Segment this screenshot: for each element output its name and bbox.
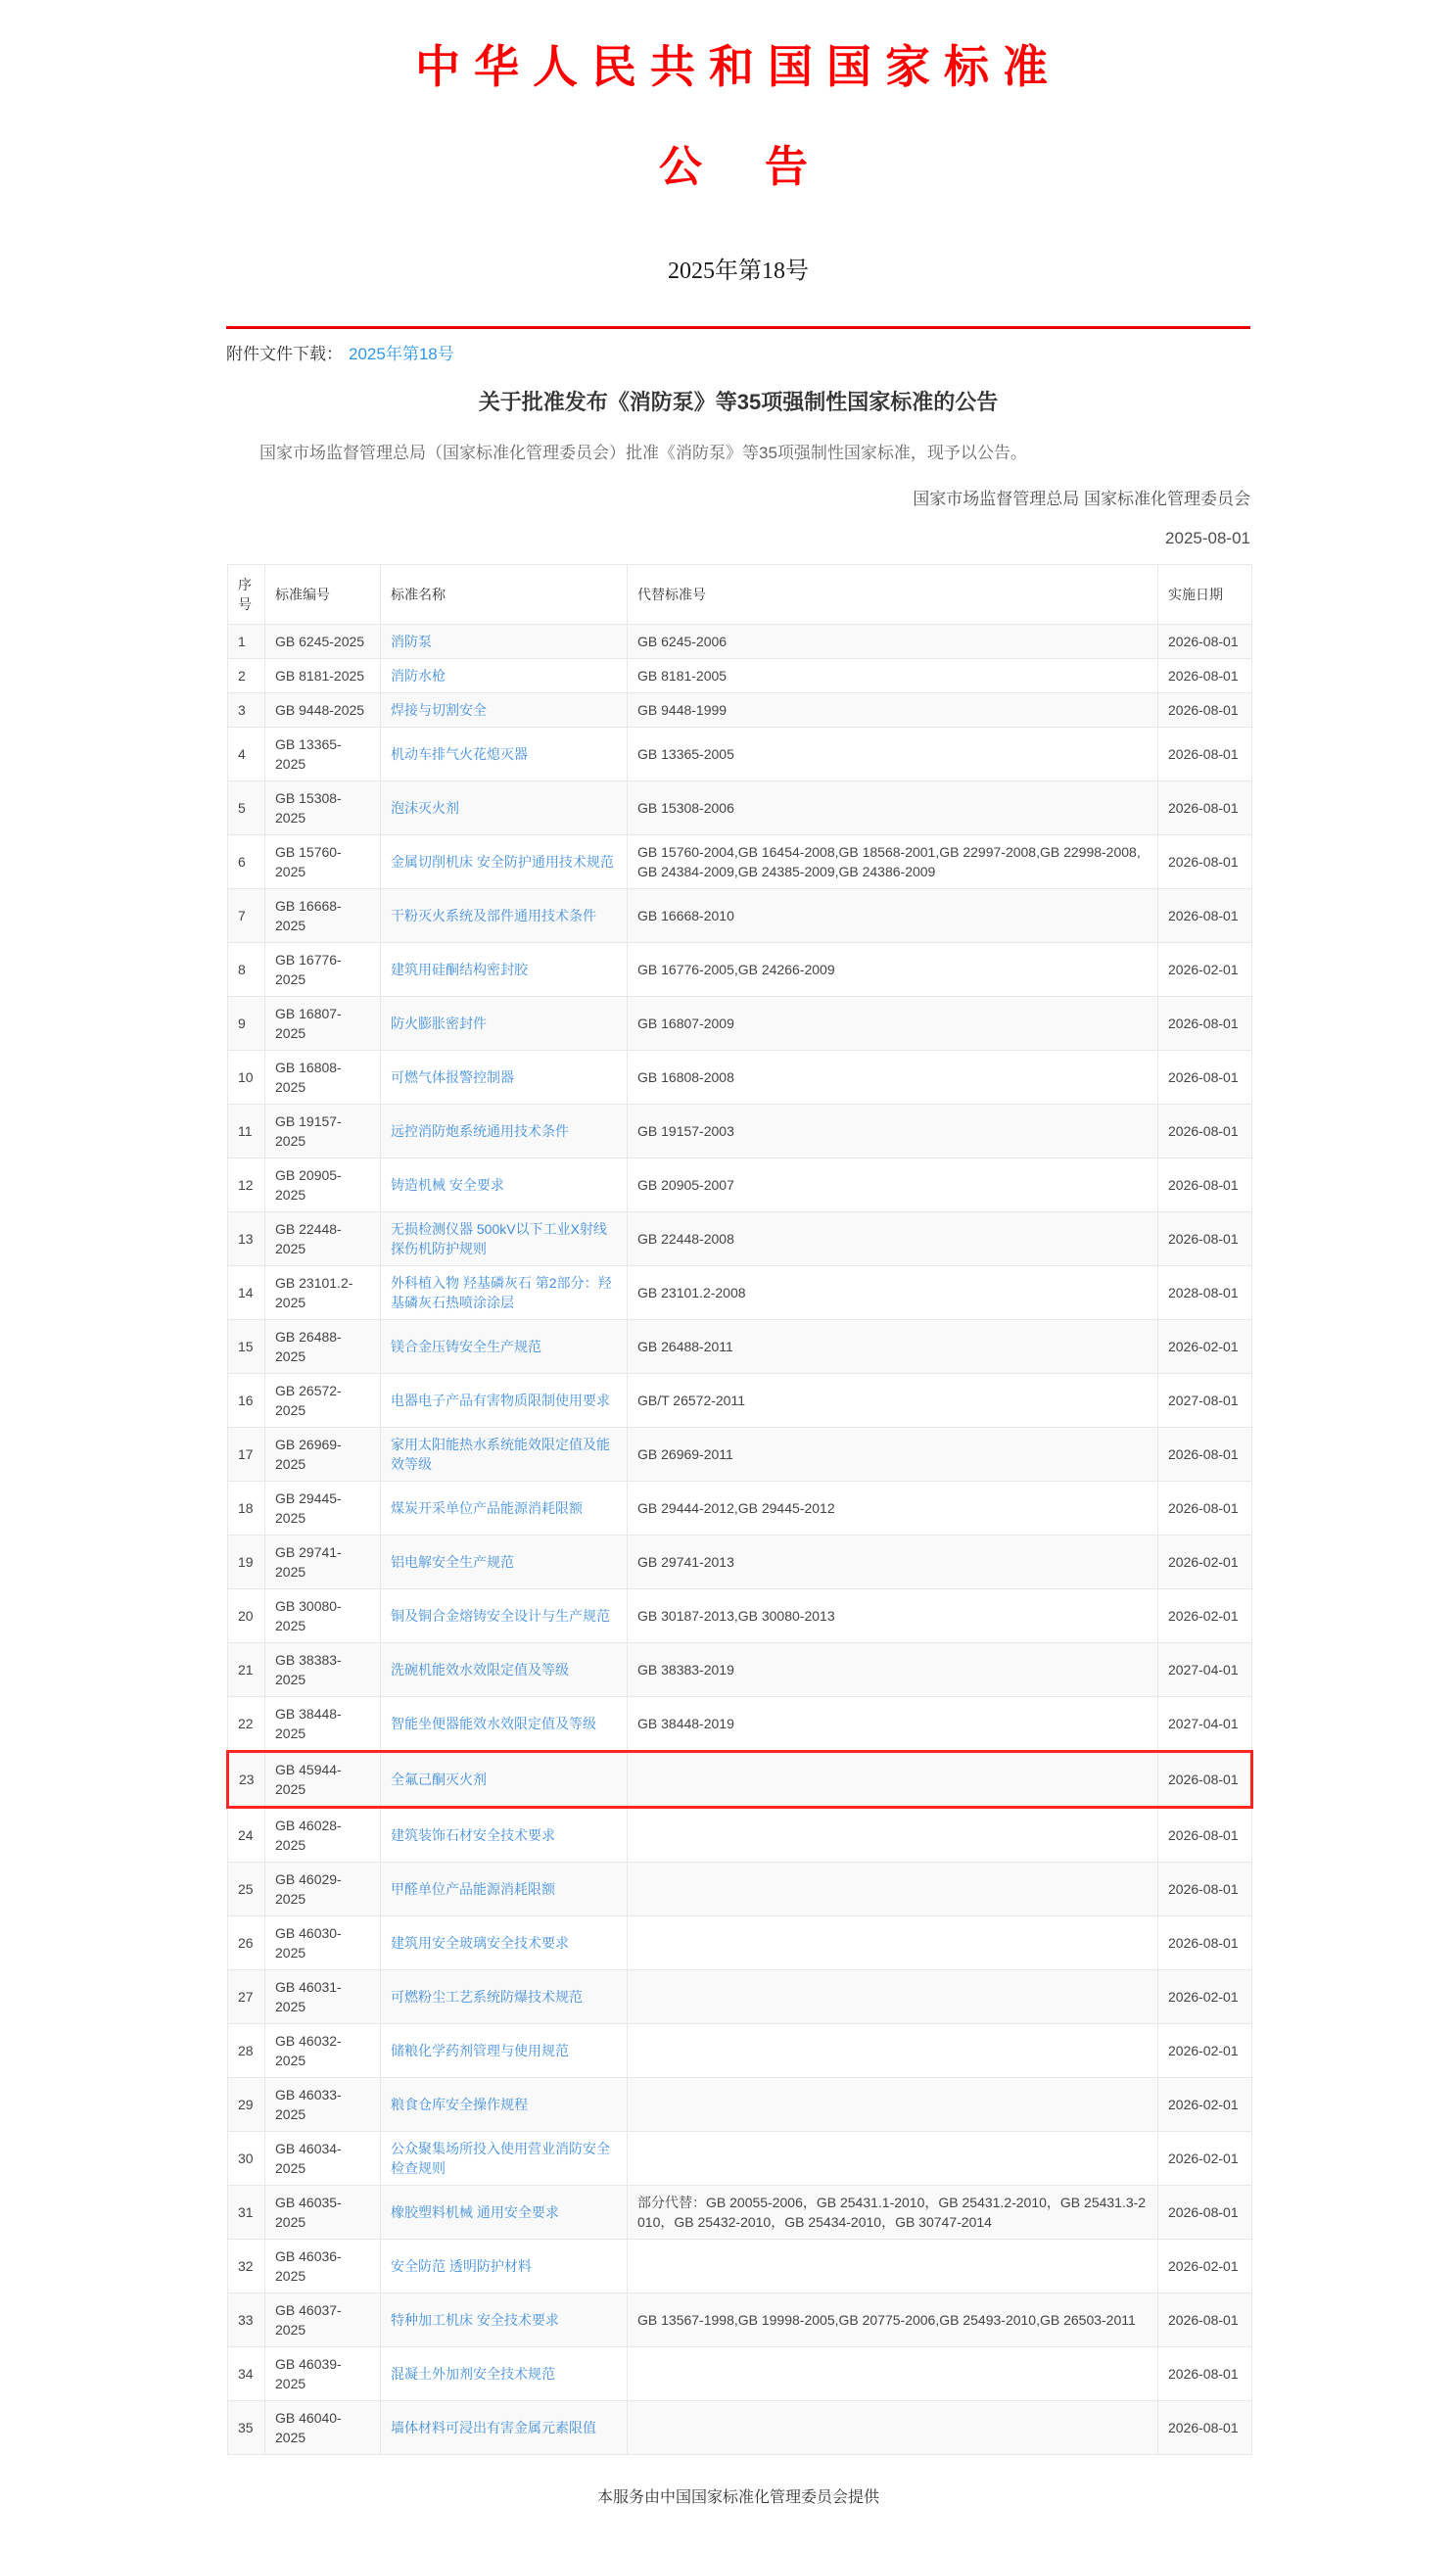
implementation-date: 2028-08-01 — [1158, 1266, 1252, 1320]
header-code: 标准编号 — [265, 565, 381, 625]
row-number: 11 — [228, 1105, 265, 1158]
standard-name-cell — [381, 625, 628, 659]
implementation-date: 2027-04-01 — [1158, 1697, 1252, 1752]
table-row — [228, 1105, 1252, 1158]
table-row — [228, 2132, 1252, 2186]
row-number: 28 — [228, 2024, 265, 2078]
standard-name-cell — [381, 1374, 628, 1428]
implementation-date: 2026-08-01 — [1158, 1158, 1252, 1212]
standard-code: GB 13365-2025 — [265, 728, 381, 781]
row-number: 8 — [228, 943, 265, 997]
table-row — [228, 1374, 1252, 1428]
table-row — [228, 2293, 1252, 2347]
table-row — [228, 1212, 1252, 1266]
row-number: 3 — [228, 693, 265, 728]
standard-code: GB 46030-2025 — [265, 1916, 381, 1970]
standard-name-link[interactable]: 全氟己酮灭火剂 — [391, 1772, 487, 1788]
standard-name-link[interactable]: 建筑装饰石材安全技术要求 — [391, 1827, 555, 1844]
standard-name-cell — [381, 1482, 628, 1536]
replaced-standards — [628, 1916, 1158, 1970]
standard-name-cell — [381, 659, 628, 693]
implementation-date: 2026-08-01 — [1158, 625, 1252, 659]
standard-name-cell — [381, 997, 628, 1051]
standard-name-link[interactable]: 洗碗机能效水效限定值及等级 — [391, 1662, 569, 1678]
table-row — [228, 1752, 1252, 1808]
standard-name-cell — [381, 1428, 628, 1482]
attachment-row — [226, 340, 1250, 364]
replaced-standards — [628, 2401, 1158, 2455]
implementation-date: 2026-08-01 — [1158, 997, 1252, 1051]
row-number: 25 — [228, 1863, 265, 1916]
row-number: 31 — [228, 2186, 265, 2240]
standard-name-cell — [381, 2078, 628, 2132]
row-number: 24 — [228, 1808, 265, 1863]
standard-name-cell — [381, 1266, 628, 1320]
implementation-date: 2026-08-01 — [1158, 2293, 1252, 2347]
table-row — [228, 2347, 1252, 2401]
standard-name-cell — [381, 2186, 628, 2240]
implementation-date: 2027-04-01 — [1158, 1643, 1252, 1697]
row-number: 17 — [228, 1428, 265, 1482]
standard-code: GB 29445-2025 — [265, 1482, 381, 1536]
standard-code: GB 16668-2025 — [265, 889, 381, 943]
row-number: 21 — [228, 1643, 265, 1697]
replaced-standards: GB 16808-2008 — [628, 1051, 1158, 1105]
standard-code: GB 46035-2025 — [265, 2186, 381, 2240]
table-row — [228, 1428, 1252, 1482]
standard-name-cell — [381, 1320, 628, 1374]
table-row — [228, 1589, 1252, 1643]
table-row — [228, 2186, 1252, 2240]
standard-name-cell — [381, 1105, 628, 1158]
row-number: 23 — [228, 1752, 265, 1808]
implementation-date: 2026-02-01 — [1158, 2132, 1252, 2186]
implementation-date: 2026-02-01 — [1158, 1970, 1252, 2024]
red-divider — [226, 326, 1250, 329]
replaced-standards — [628, 2078, 1158, 2132]
table-row — [228, 1266, 1252, 1320]
table-row — [228, 781, 1252, 835]
standard-code: GB 38383-2025 — [265, 1643, 381, 1697]
standard-name-link[interactable]: 混凝土外加剂安全技术规范 — [391, 2366, 555, 2383]
implementation-date: 2026-02-01 — [1158, 2024, 1252, 2078]
replaced-standards: 部分代替：GB 20055-2006，GB 25431.1-2010，GB 25431.2-2010，GB 25431.3-2010，GB 25432-2010，GB 25434-2010，GB 30747-2014 — [628, 2186, 1158, 2240]
standard-name-link[interactable]: 消防水枪 — [391, 668, 446, 685]
attachment-label: 附件文件下载： — [226, 345, 343, 363]
standard-code: GB 46036-2025 — [265, 2240, 381, 2293]
issuer-signature: 国家市场监督管理总局 国家标准化管理委员会 — [913, 490, 1250, 509]
header-date: 实施日期 — [1158, 565, 1252, 625]
standard-name-cell — [381, 889, 628, 943]
implementation-date: 2026-08-01 — [1158, 659, 1252, 693]
standard-name-link[interactable]: 建筑用硅酮结构密封胶 — [391, 962, 528, 978]
standard-name-cell — [381, 1212, 628, 1266]
standard-code: GB 19157-2025 — [265, 1105, 381, 1158]
page-content — [226, 0, 1250, 2507]
row-number: 6 — [228, 835, 265, 889]
standard-name-link[interactable]: 铝电解安全生产规范 — [391, 1554, 514, 1571]
standard-name-link[interactable]: 远控消防炮系统通用技术条件 — [391, 1123, 569, 1140]
table-row — [228, 1863, 1252, 1916]
standard-name-link[interactable]: 干粉灭火系统及部件通用技术条件 — [391, 908, 596, 924]
standard-name-cell — [381, 1752, 628, 1808]
standard-name-cell — [381, 728, 628, 781]
row-number: 1 — [228, 625, 265, 659]
standard-name-link[interactable]: 电器电子产品有害物质限制使用要求 — [391, 1393, 610, 1409]
standard-name-link[interactable]: 铸造机械 安全要求 — [391, 1177, 504, 1194]
standard-name-link[interactable]: 泡沫灭火剂 — [391, 800, 459, 817]
standard-name-link[interactable]: 甲醛单位产品能源消耗限额 — [391, 1881, 555, 1898]
standard-name-cell — [381, 1863, 628, 1916]
replaced-standards: GB 15760-2004,GB 16454-2008,GB 18568-2001,GB 22997-2008,GB 22998-2008,GB 24384-2009,GB 24385-2009,GB 24386-2009 — [628, 835, 1158, 889]
replaced-standards: GB 16776-2005,GB 24266-2009 — [628, 943, 1158, 997]
table-row — [228, 693, 1252, 728]
table-row — [228, 1158, 1252, 1212]
row-number: 15 — [228, 1320, 265, 1374]
header-name: 标准名称 — [381, 565, 628, 625]
standard-code: GB 20905-2025 — [265, 1158, 381, 1212]
standard-code: GB 29741-2025 — [265, 1536, 381, 1589]
standard-name-cell — [381, 1916, 628, 1970]
replaced-standards — [628, 1863, 1158, 1916]
standard-code: GB 9448-2025 — [265, 693, 381, 728]
notice-title: 关于批准发布《消防泵》等35项强制性国家标准的公告 — [478, 390, 999, 414]
replaced-standards — [628, 1752, 1158, 1808]
implementation-date: 2026-08-01 — [1158, 1428, 1252, 1482]
row-number: 27 — [228, 1970, 265, 2024]
standard-name-link[interactable]: 安全防范 透明防护材料 — [391, 2258, 532, 2275]
standard-code: GB 30080-2025 — [265, 1589, 381, 1643]
table-row — [228, 835, 1252, 889]
standard-name-cell — [381, 2132, 628, 2186]
row-number: 5 — [228, 781, 265, 835]
implementation-date: 2026-08-01 — [1158, 728, 1252, 781]
row-number: 16 — [228, 1374, 265, 1428]
table-row — [228, 943, 1252, 997]
standard-name-link[interactable]: 金属切削机床 安全防护通用技术规范 — [391, 854, 614, 871]
row-number: 33 — [228, 2293, 265, 2347]
implementation-date: 2026-02-01 — [1158, 1589, 1252, 1643]
standard-name-cell — [381, 1158, 628, 1212]
service-footer: 本服务由中国国家标准化管理委员会提供 — [596, 2489, 879, 2507]
standard-code: GB 26969-2025 — [265, 1428, 381, 1482]
replaced-standards: GB 23101.2-2008 — [628, 1266, 1158, 1320]
standard-code: GB 16808-2025 — [265, 1051, 381, 1105]
table-row — [228, 1051, 1252, 1105]
implementation-date: 2026-08-01 — [1158, 1863, 1252, 1916]
attachment-download-link[interactable]: 2025年第18号 — [349, 345, 454, 363]
table-row — [228, 1482, 1252, 1536]
row-number: 9 — [228, 997, 265, 1051]
standard-code: GB 45944-2025 — [265, 1752, 381, 1808]
standard-name-link[interactable]: 储粮化学药剂管理与使用规范 — [391, 2043, 569, 2059]
row-number: 2 — [228, 659, 265, 693]
replaced-standards: GB 20905-2007 — [628, 1158, 1158, 1212]
replaced-standards: GB 6245-2006 — [628, 625, 1158, 659]
standard-name-cell — [381, 2293, 628, 2347]
standard-name-link[interactable]: 焊接与切割安全 — [391, 702, 487, 719]
table-row — [228, 2401, 1252, 2455]
implementation-date: 2026-08-01 — [1158, 1916, 1252, 1970]
implementation-date: 2026-08-01 — [1158, 1482, 1252, 1536]
row-number: 29 — [228, 2078, 265, 2132]
row-number: 35 — [228, 2401, 265, 2455]
standard-name-link[interactable]: 可燃粉尘工艺系统防爆技术规范 — [391, 1989, 583, 2006]
implementation-date: 2026-08-01 — [1158, 889, 1252, 943]
standard-code: GB 46037-2025 — [265, 2293, 381, 2347]
row-number: 34 — [228, 2347, 265, 2401]
standard-code: GB 46040-2025 — [265, 2401, 381, 2455]
standard-name-cell — [381, 2024, 628, 2078]
standard-code: GB 23101.2-2025 — [265, 1266, 381, 1320]
standard-code: GB 15760-2025 — [265, 835, 381, 889]
replaced-standards: GB 15308-2006 — [628, 781, 1158, 835]
standard-name-link[interactable]: 墙体材料可浸出有害金属元素限值 — [391, 2420, 596, 2436]
implementation-date: 2026-02-01 — [1158, 1320, 1252, 1374]
replaced-standards: GB 26969-2011 — [628, 1428, 1158, 1482]
page-title: 中华人民共和国国家标准 — [415, 42, 1061, 92]
standard-name-link[interactable]: 铜及铜合金熔铸安全设计与生产规范 — [391, 1608, 610, 1625]
row-number: 32 — [228, 2240, 265, 2293]
table-row — [228, 1970, 1252, 2024]
replaced-standards: GB 38383-2019 — [628, 1643, 1158, 1697]
standard-name-link[interactable]: 防火膨胀密封件 — [391, 1016, 487, 1032]
table-row — [228, 1536, 1252, 1589]
implementation-date: 2026-08-01 — [1158, 1212, 1252, 1266]
standard-name-link[interactable]: 智能坐便器能效水效限定值及等级 — [391, 1716, 596, 1732]
table-row — [228, 1808, 1252, 1863]
row-number: 14 — [228, 1266, 265, 1320]
row-number: 20 — [228, 1589, 265, 1643]
standard-name-cell — [381, 1970, 628, 2024]
implementation-date: 2026-08-01 — [1158, 2401, 1252, 2455]
standard-name-link[interactable]: 公众聚集场所投入使用营业消防安全检查规则 — [391, 2141, 610, 2177]
row-number: 26 — [228, 1916, 265, 1970]
table-row — [228, 2024, 1252, 2078]
standard-name-cell — [381, 693, 628, 728]
implementation-date: 2026-08-01 — [1158, 693, 1252, 728]
standard-name-link[interactable]: 可燃气体报警控制器 — [391, 1069, 514, 1086]
standard-code: GB 6245-2025 — [265, 625, 381, 659]
row-number: 19 — [228, 1536, 265, 1589]
standard-name-link[interactable]: 建筑用安全玻璃安全技术要求 — [391, 1935, 569, 1952]
standard-code: GB 46031-2025 — [265, 1970, 381, 2024]
implementation-date: 2026-08-01 — [1158, 1051, 1252, 1105]
replaced-standards: GB/T 26572-2011 — [628, 1374, 1158, 1428]
replaced-standards: GB 29444-2012,GB 29445-2012 — [628, 1482, 1158, 1536]
replaced-standards: GB 19157-2003 — [628, 1105, 1158, 1158]
standard-name-cell — [381, 1589, 628, 1643]
table-row — [228, 659, 1252, 693]
standard-code: GB 26488-2025 — [265, 1320, 381, 1374]
standard-name-link[interactable]: 家用太阳能热水系统能效限定值及能效等级 — [391, 1437, 610, 1473]
replaced-standards: GB 13365-2005 — [628, 728, 1158, 781]
row-number: 30 — [228, 2132, 265, 2186]
table-row — [228, 728, 1252, 781]
replaced-standards: GB 8181-2005 — [628, 659, 1158, 693]
standard-code: GB 46028-2025 — [265, 1808, 381, 1863]
standard-name-link[interactable]: 煤炭开采单位产品能源消耗限额 — [391, 1500, 583, 1517]
table-row — [228, 2240, 1252, 2293]
replaced-standards — [628, 2132, 1158, 2186]
implementation-date: 2026-02-01 — [1158, 2078, 1252, 2132]
replaced-standards — [628, 2347, 1158, 2401]
standard-code: GB 46029-2025 — [265, 1863, 381, 1916]
standard-code: GB 46033-2025 — [265, 2078, 381, 2132]
implementation-date: 2026-08-01 — [1158, 1752, 1252, 1808]
table-row — [228, 889, 1252, 943]
replaced-standards — [628, 2024, 1158, 2078]
standard-name-link[interactable]: 粮食仓库安全操作规程 — [391, 2097, 528, 2113]
issue-number: 2025年第18号 — [668, 259, 809, 284]
replaced-standards — [628, 2240, 1158, 2293]
replaced-standards: GB 38448-2019 — [628, 1697, 1158, 1752]
row-number: 4 — [228, 728, 265, 781]
header-replaces: 代替标准号 — [628, 565, 1158, 625]
implementation-date: 2026-02-01 — [1158, 943, 1252, 997]
implementation-date: 2026-02-01 — [1158, 1536, 1252, 1589]
table-row — [228, 997, 1252, 1051]
standard-code: GB 46039-2025 — [265, 2347, 381, 2401]
standard-name-link[interactable]: 消防泵 — [391, 634, 432, 650]
standard-name-cell — [381, 1643, 628, 1697]
row-number: 18 — [228, 1482, 265, 1536]
standard-name-link[interactable]: 无损检测仪器 500kV以下工业X射线探伤机防护规则 — [391, 1221, 607, 1257]
table-row — [228, 625, 1252, 659]
standard-code: GB 26572-2025 — [265, 1374, 381, 1428]
standard-name-cell — [381, 1697, 628, 1752]
header-seq: 序号 — [228, 565, 265, 625]
standard-name-cell — [381, 1051, 628, 1105]
row-number: 12 — [228, 1158, 265, 1212]
replaced-standards — [628, 1808, 1158, 1863]
standard-name-cell — [381, 2240, 628, 2293]
implementation-date: 2026-08-01 — [1158, 835, 1252, 889]
standard-name-link[interactable]: 镁合金压铸安全生产规范 — [391, 1339, 541, 1355]
row-number: 13 — [228, 1212, 265, 1266]
table-row — [228, 1697, 1252, 1752]
implementation-date: 2026-08-01 — [1158, 1105, 1252, 1158]
standard-name-cell — [381, 1536, 628, 1589]
standard-code: GB 22448-2025 — [265, 1212, 381, 1266]
standard-code: GB 8181-2025 — [265, 659, 381, 693]
implementation-date: 2026-08-01 — [1158, 1808, 1252, 1863]
replaced-standards: GB 16807-2009 — [628, 997, 1158, 1051]
row-number: 7 — [228, 889, 265, 943]
replaced-standards: GB 9448-1999 — [628, 693, 1158, 728]
replaced-standards: GB 16668-2010 — [628, 889, 1158, 943]
table-row — [228, 1643, 1252, 1697]
announcement-subtitle: 公 告 — [659, 143, 818, 191]
implementation-date: 2027-08-01 — [1158, 1374, 1252, 1428]
standard-code: GB 46032-2025 — [265, 2024, 381, 2078]
replaced-standards: GB 29741-2013 — [628, 1536, 1158, 1589]
standard-name-cell — [381, 1808, 628, 1863]
replaced-standards — [628, 1970, 1158, 2024]
standard-name-cell — [381, 943, 628, 997]
standard-code: GB 15308-2025 — [265, 781, 381, 835]
standard-name-cell — [381, 2401, 628, 2455]
implementation-date: 2026-02-01 — [1158, 2240, 1252, 2293]
standard-name-link[interactable]: 外科植入物 羟基磷灰石 第2部分：羟基磷灰石热喷涂涂层 — [391, 1275, 612, 1311]
table-row — [228, 2078, 1252, 2132]
table-row — [228, 1320, 1252, 1374]
signature-date: 2025-08-01 — [1165, 529, 1250, 548]
implementation-date: 2026-08-01 — [1158, 2347, 1252, 2401]
standard-name-link[interactable]: 机动车排气火花熄灭器 — [391, 746, 528, 763]
implementation-date: 2026-08-01 — [1158, 2186, 1252, 2240]
standard-name-link[interactable]: 特种加工机床 安全技术要求 — [391, 2312, 559, 2329]
replaced-standards: GB 13567-1998,GB 19998-2005,GB 20775-2006,GB 25493-2010,GB 26503-2011 — [628, 2293, 1158, 2347]
replaced-standards: GB 26488-2011 — [628, 1320, 1158, 1374]
row-number: 22 — [228, 1697, 265, 1752]
standard-code: GB 38448-2025 — [265, 1697, 381, 1752]
standard-name-cell — [381, 2347, 628, 2401]
standard-name-link[interactable]: 橡胶塑料机械 通用安全要求 — [391, 2204, 559, 2221]
standard-name-cell — [381, 781, 628, 835]
standard-code: GB 46034-2025 — [265, 2132, 381, 2186]
notice-body: 国家市场监督管理总局（国家标准化管理委员会）批准《消防泵》等35项强制性国家标准，现予以公告。 — [259, 444, 1027, 462]
table-header-row — [228, 565, 1252, 625]
standards-table — [226, 564, 1253, 2455]
row-number: 10 — [228, 1051, 265, 1105]
standard-code: GB 16776-2025 — [265, 943, 381, 997]
implementation-date: 2026-08-01 — [1158, 781, 1252, 835]
replaced-standards: GB 22448-2008 — [628, 1212, 1158, 1266]
standard-name-cell — [381, 835, 628, 889]
standards-table-body — [228, 625, 1252, 2455]
table-row — [228, 1916, 1252, 1970]
standard-code: GB 16807-2025 — [265, 997, 381, 1051]
replaced-standards: GB 30187-2013,GB 30080-2013 — [628, 1589, 1158, 1643]
